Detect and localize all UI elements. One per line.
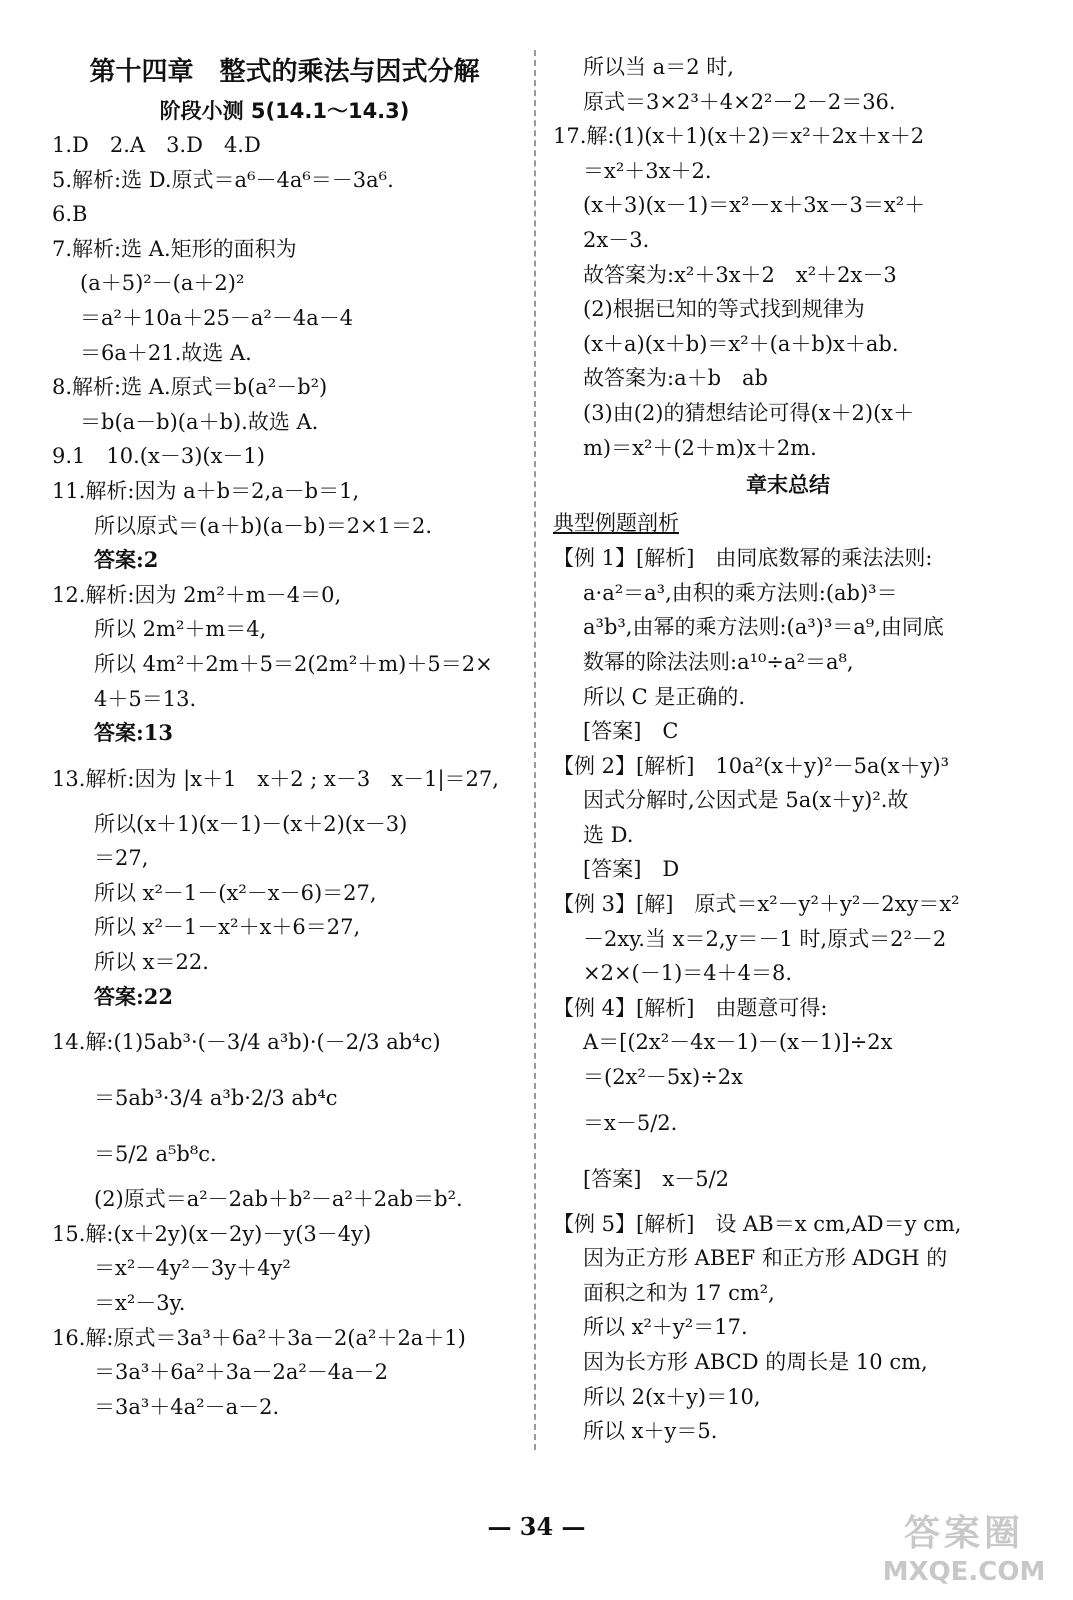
example-line: 【例 2】[解析] 10a²(x＋y)²－5a(x＋y)³ xyxy=(553,753,949,778)
answer-line: 1.D 2.A 3.D 4.D xyxy=(52,133,261,157)
answer-line: 故答案为:a＋b ab xyxy=(583,366,769,391)
answer-line: ＝27, xyxy=(94,846,149,871)
example-line: [答案] x－5/2 xyxy=(583,1166,730,1191)
answer-line: 7.解析:选 A.矩形的面积为 xyxy=(52,236,297,261)
answer-line: 所以(x＋1)(x－1)－(x＋2)(x－3) xyxy=(94,811,408,836)
example-line: 所以 x²＋y²＝17. xyxy=(583,1315,748,1340)
answer-line: 所以 x²－1－(x²－x－6)＝27, xyxy=(94,880,377,905)
example-line: 因为长方形 ABCD 的周长是 10 cm, xyxy=(583,1350,928,1374)
example-line: [答案] C xyxy=(583,719,679,744)
example-line: 因式分解时,公因式是 5a(x＋y)².故 xyxy=(583,788,909,813)
answer-line: 4＋5＝13. xyxy=(94,686,197,711)
example-line: a·a²＝a³,由积的乘方法则:(ab)³＝ xyxy=(583,580,898,605)
answer-line: 11.解析:因为 a＋b＝2,a－b＝1, xyxy=(52,478,360,503)
answer-line: 9.1 10.(x－3)(x－1) xyxy=(52,444,265,469)
section-title: 阶段小测 5(14.1～14.3) xyxy=(159,99,410,123)
answer-line: ＝3a³＋6a²＋3a－2a²－4a－2 xyxy=(94,1360,389,1385)
answer-line: 答案:13 xyxy=(94,720,173,746)
answer-line: ＝5ab³·3/4 a³b·2/3 ab⁴c xyxy=(94,1086,338,1111)
answer-line: 12.解析:因为 2m²＋m－4＝0, xyxy=(52,582,342,607)
watermark xyxy=(869,1512,1059,1592)
answer-line: ＝a²＋10a＋25－a²－4a－4 xyxy=(80,305,354,330)
example-line: 因为正方形 ABEF 和正方形 ADGH 的 xyxy=(583,1246,948,1271)
example-line: A＝[(2x²－4x－1)－(x－1)]÷2x xyxy=(583,1030,893,1055)
example-line: 面积之和为 17 cm², xyxy=(583,1280,775,1305)
example-line: a³b³,由幂的乘方法则:(a³)³＝a⁹,由同底 xyxy=(583,615,944,640)
answer-line: (x＋a)(x＋b)＝x²＋(a＋b)x＋ab. xyxy=(583,331,899,356)
example-line: 【例 5】[解析] 设 AB＝x cm,AD＝y cm, xyxy=(553,1211,962,1236)
answer-line: 故答案为:x²＋3x＋2 x²＋2x－3 xyxy=(583,262,897,287)
answer-line: 所以原式＝(a＋b)(a－b)＝2×1＝2. xyxy=(94,513,433,538)
example-line: 【例 4】[解析] 由题意可得: xyxy=(553,995,828,1020)
example-line: 【例 3】[解] 原式＝x²－y²＋y²－2xy＝x² xyxy=(553,892,960,917)
answer-line: 所以 x＝22. xyxy=(94,950,209,975)
example-line: 【例 1】[解析] 由同底数幂的乘法法则: xyxy=(553,546,933,571)
example-line: 数幂的除法法则:a¹⁰÷a²＝a⁸, xyxy=(583,649,854,674)
answer-line: (2)原式＝a²－2ab＋b²－a²＋2ab＝b². xyxy=(94,1187,463,1212)
answer-line: 所以当 a＝2 时, xyxy=(583,55,734,79)
answer-line: (3)由(2)的猜想结论可得(x＋2)(x＋ xyxy=(583,400,915,425)
summary-section-title: 章末总结 xyxy=(746,473,830,498)
watermark-logo: 答案圈 xyxy=(903,1513,1024,1554)
answer-line: 答案:2 xyxy=(94,547,159,573)
answer-line: 所以 4m²＋2m＋5＝2(2m²＋m)＋5＝2× xyxy=(94,651,493,676)
answer-line: 17.解:(1)(x＋1)(x＋2)＝x²＋2x＋x＋2 xyxy=(553,124,925,149)
example-line: －2xy.当 x＝2,y＝－1 时,原式＝2²－2 xyxy=(583,926,947,951)
answer-line: 6.B xyxy=(52,202,88,227)
example-line: 选 D. xyxy=(583,822,634,847)
answer-line: 13.解析:因为 |x＋1 x＋2 ; x－3 x－1|＝27, xyxy=(52,766,499,791)
example-line: ×2×(－1)＝4＋4＝8. xyxy=(583,961,793,986)
answer-line: (a＋5)²－(a＋2)² xyxy=(80,271,245,296)
answer-line: 8.解析:选 A.原式＝b(a²－b²) xyxy=(52,375,328,400)
right-column xyxy=(553,50,1023,1449)
answer-line: 2x－3. xyxy=(583,227,650,252)
example-line: ＝x－5/2. xyxy=(583,1110,678,1135)
column-divider xyxy=(534,50,536,1450)
watermark-url: MXQE.COM xyxy=(882,1557,1046,1587)
answer-line: m)＝x²＋(2＋m)x＋2m. xyxy=(583,435,817,460)
example-line: 所以 C 是正确的. xyxy=(583,684,746,709)
answer-line: 原式＝3×2³＋4×2²－2－2＝36. xyxy=(583,89,896,114)
left-column xyxy=(52,50,517,1424)
answer-line: ＝b(a－b)(a＋b).故选 A. xyxy=(80,409,319,434)
answer-line: ＝5/2 a⁵b⁸c. xyxy=(94,1142,217,1167)
answer-line: 16.解:原式＝3a³＋6a²＋3a－2(a²＋2a＋1) xyxy=(52,1325,466,1350)
answer-line: (2)根据已知的等式找到规律为 xyxy=(583,297,865,322)
answer-line: 5.解析:选 D.原式＝a⁶－4a⁶＝－3a⁶. xyxy=(52,167,394,192)
answer-line: ＝6a＋21.故选 A. xyxy=(80,340,252,365)
answer-line: ＝3a³＋4a²－a－2. xyxy=(94,1394,280,1419)
answer-line: 所以 x²－1－x²＋x＋6＝27, xyxy=(94,915,361,940)
answer-line: ＝x²－3y. xyxy=(94,1291,186,1316)
answer-line: 14.解:(1)5ab³·(－3/4 a³b)·(－2/3 ab⁴c) xyxy=(52,1030,441,1055)
answer-line: 所以 2m²＋m＝4, xyxy=(94,617,267,642)
example-line: [答案] D xyxy=(583,857,680,882)
example-line: 所以 2(x＋y)＝10, xyxy=(583,1384,761,1409)
example-line: ＝(2x²－5x)÷2x xyxy=(583,1065,744,1090)
answer-line: (x＋3)(x－1)＝x²－x＋3x－3＝x²＋ xyxy=(583,193,926,218)
answer-line: 答案:22 xyxy=(94,983,173,1009)
answer-line: ＝x²＋3x＋2. xyxy=(583,158,712,183)
answer-line: 15.解:(x＋2y)(x－2y)－y(3－4y) xyxy=(52,1221,372,1246)
page-number: — 34 — xyxy=(487,1512,586,1541)
answer-line: ＝x²－4y²－3y＋4y² xyxy=(94,1256,291,1281)
chapter-title: 第十四章 整式的乘法与因式分解 xyxy=(89,57,480,87)
subsection-title: 典型例题剖析 xyxy=(553,511,679,536)
example-line: 所以 x＋y＝5. xyxy=(583,1419,718,1444)
